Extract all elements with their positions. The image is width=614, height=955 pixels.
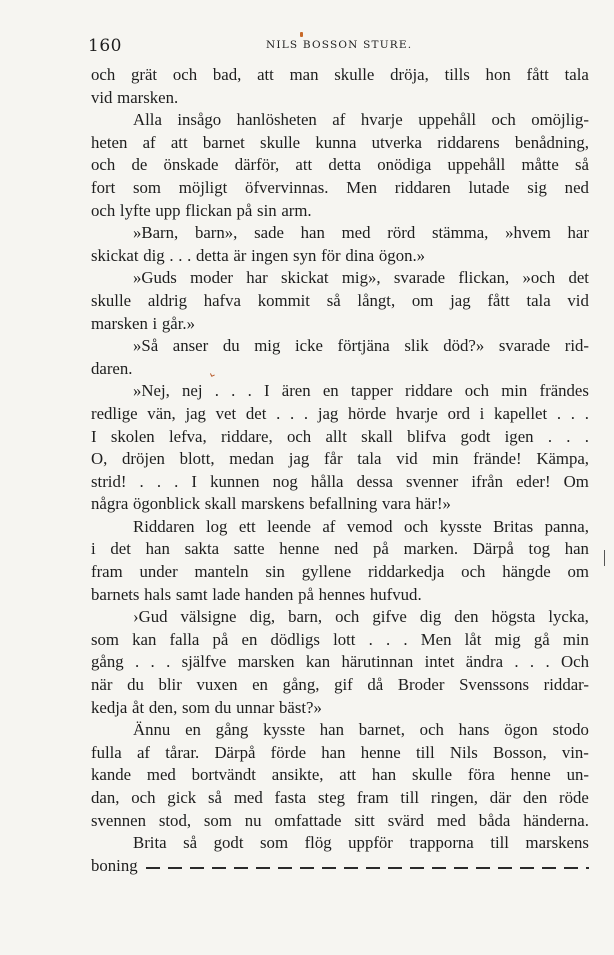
text-line: svennen stod, som nu omfattade sitt svärd med båda händerna. [91, 810, 589, 830]
text-line: redlige vän, jag vet det . . . jag hörde hvarje ord i kapellet . . . [91, 403, 589, 423]
text-line: »Nej, nej . . . I ären en tapper riddare och min frändes [133, 381, 589, 401]
text-line: dan, och gick så med fasta steg fram till ringen, där den röde [91, 788, 589, 807]
text-line: skulle aldrig hafva kommit så långt, om jag fått tala vid [91, 290, 589, 310]
page-header [88, 36, 588, 56]
text-line: i det han sakta satte henne ned på marken. Därpå tog han [91, 539, 589, 559]
page-number: 160 [88, 36, 122, 56]
ink-caret-mark: ⌄ [205, 364, 221, 382]
text-line: O, dröjen blott, medan jag får tala vid min frände! Kämpa, [91, 449, 589, 469]
text-line: och de önskade därför, att detta onödiga uppehåll måtte så [91, 155, 589, 175]
text-line: fulla af tårar. Därpå förde han henne till Nils Bosson, vin- [91, 742, 589, 762]
text-line: barnets hals samt lade handen på hennes hufvud. [91, 584, 422, 604]
text-line: heten af att barnet skulle kunna utverka riddarens benådning, [91, 132, 589, 152]
text-line: som kan falla på en dödligs lott . . . Men låt mig gå min [91, 629, 589, 649]
text-line: och lyfte upp flickan på sin arm. [91, 200, 312, 220]
text-line: strid! . . . I kunnen nog hålla dessa svenner ifrån eder! Om [91, 471, 589, 491]
running-title: NILS BOSSON STURE. [266, 39, 413, 51]
text-line: kedja åt den, som du unnar bäst?» [91, 697, 322, 717]
text-line: några ögonblick skall marskens befallning vara här!» [91, 494, 451, 514]
text-line: Ännu en gång kysste han barnet, och hans ögon stodo [133, 720, 589, 740]
text-line: när du blir vuxen en gång, gif då Broder Svenssons riddar- [91, 675, 589, 695]
text-line: fram under manteln sin gyllene riddarkedja och hängde om [91, 562, 589, 582]
text-line: och grät och bad, att man skulle dröja, tills hon fått tala [91, 65, 589, 84]
text-line: »Så anser du mig icke förtjäna slik död?» svarade rid- [133, 336, 589, 356]
text-line: ›Gud välsigne dig, barn, och gifve dig den högsta lycka, [133, 607, 589, 627]
body-text [91, 64, 589, 877]
text-line: I skolen lefva, riddare, och allt skall blifva godt igen . . . [91, 426, 589, 446]
text-line: marsken i går.» [91, 313, 195, 333]
text-line: »Guds moder har skickat mig», svarade flickan, »och det [133, 268, 589, 288]
text-line: skickat dig . . . detta är ingen syn för dina ögon.» [91, 245, 426, 265]
text-line: Brita så godt som flög uppför trapporna till marskens [133, 833, 589, 853]
text-line: boning [91, 855, 589, 878]
text-line: Riddaren log ett leende af vemod och kysste Britas panna, [133, 516, 589, 536]
text-line: Alla insågo hanlösheten af hvarje uppehåll och omöjlig- [133, 110, 589, 130]
text-line: fort som möjligt öfvervinnas. Men riddaren lutade sig ned [91, 177, 589, 197]
text-line: »Barn, barn», sade han med rörd stämma, »hvem har [133, 223, 589, 243]
margin-mark [604, 550, 605, 566]
dash-rule [146, 867, 589, 869]
text-line: gång . . . själfve marsken kan härutinnan intet ändra . . . Och [91, 652, 589, 672]
text-line: kande med bortvändt ansikte, att han skulle föra henne un- [91, 765, 589, 785]
text-line: vid marsken. [91, 87, 179, 107]
text-line: daren. [91, 358, 133, 378]
